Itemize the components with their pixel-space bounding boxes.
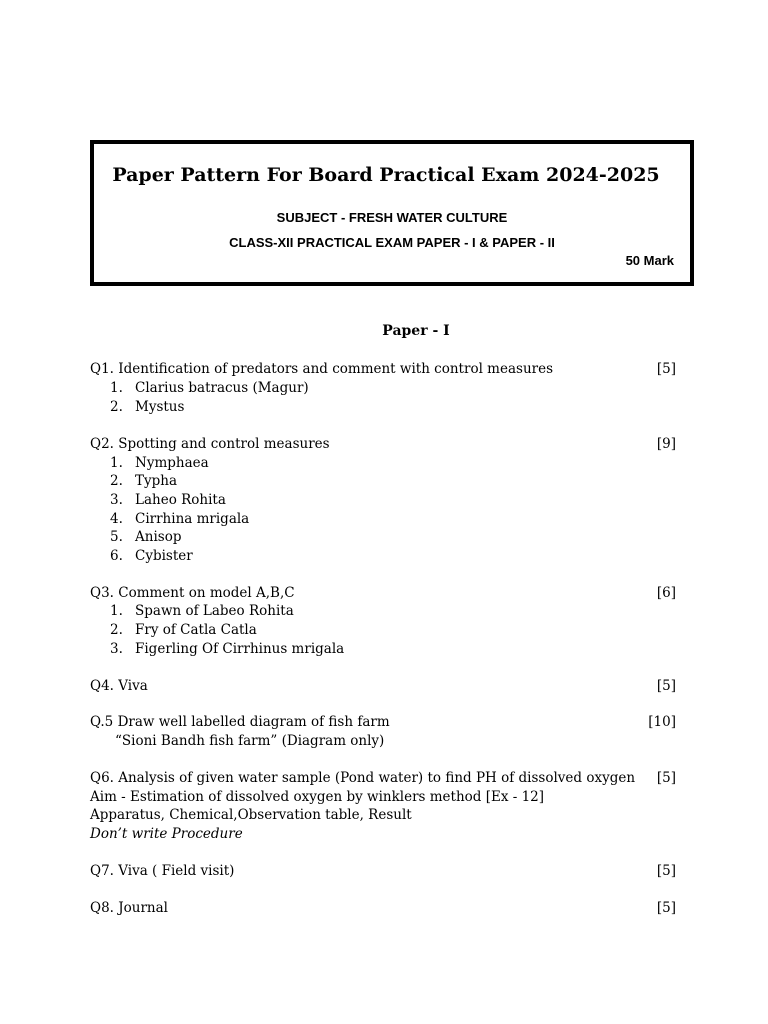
question-3 <box>90 584 678 603</box>
question-2 <box>90 435 678 454</box>
question-1 <box>90 360 678 379</box>
list-item: 3. Figerling Of Cirrhinus mrigala <box>110 641 345 657</box>
question-marks: [10] <box>648 714 676 730</box>
question-note: Don’t write Procedure <box>90 826 243 842</box>
header-box <box>90 140 694 286</box>
list-item: 3. Laheo Rohita <box>110 492 226 508</box>
question-marks: [5] <box>656 361 676 377</box>
question-text: Q4. Viva <box>90 678 148 694</box>
question-6 <box>90 769 678 788</box>
question-marks: [5] <box>656 863 676 879</box>
question-marks: [9] <box>656 436 676 452</box>
question-text: Q8. Journal <box>90 900 168 916</box>
list-item: 4. Cirrhina mrigala <box>110 511 250 527</box>
question-marks: [6] <box>656 585 676 601</box>
list-item: 2. Mystus <box>110 399 185 415</box>
list-item: 1. Nymphaea <box>110 455 209 471</box>
question-detail: Aim - Estimation of dissolved oxygen by winklers method [Ex - 12] <box>90 789 545 805</box>
question-detail: Apparatus, Chemical,Observation table, Result <box>90 807 412 823</box>
question-text: Q1. Identification of predators and comment with control measures <box>90 361 554 377</box>
question-4 <box>90 677 678 696</box>
class-line: CLASS-XII PRACTICAL EXAM PAPER - I & PAPER - II <box>229 235 555 250</box>
question-7 <box>90 862 678 881</box>
question-marks: [5] <box>656 678 676 694</box>
list-item: 1. Clarius batracus (Magur) <box>110 380 309 396</box>
list-item: 2. Fry of Catla Catla <box>110 622 257 638</box>
question-marks: [5] <box>656 900 676 916</box>
question-text: Q3. Comment on model A,B,C <box>90 585 295 601</box>
question-5 <box>90 713 678 732</box>
page-title: Paper Pattern For Board Practical Exam 2024-2025 <box>112 164 660 186</box>
question-8 <box>90 899 678 918</box>
question-subtext: “Sioni Bandh fish farm” (Diagram only) <box>115 733 385 749</box>
question-text: Q.5 Draw well labelled diagram of fish farm <box>90 714 390 730</box>
list-item: 5. Anisop <box>110 529 182 545</box>
list-item: 1. Spawn of Labeo Rohita <box>110 603 294 619</box>
question-marks: [5] <box>656 770 676 786</box>
paper-heading: Paper - I <box>382 323 450 339</box>
question-text: Q6. Analysis of given water sample (Pond water) to find PH of dissolved oxygen <box>90 770 636 786</box>
question-text: Q2. Spotting and control measures <box>90 436 330 452</box>
subject-line: SUBJECT - FRESH WATER CULTURE <box>276 210 508 225</box>
list-item: 2. Typha <box>110 473 178 489</box>
total-marks: 50 Mark <box>625 253 674 268</box>
question-text: Q7. Viva ( Field visit) <box>90 863 235 879</box>
list-item: 6. Cybister <box>110 548 193 564</box>
